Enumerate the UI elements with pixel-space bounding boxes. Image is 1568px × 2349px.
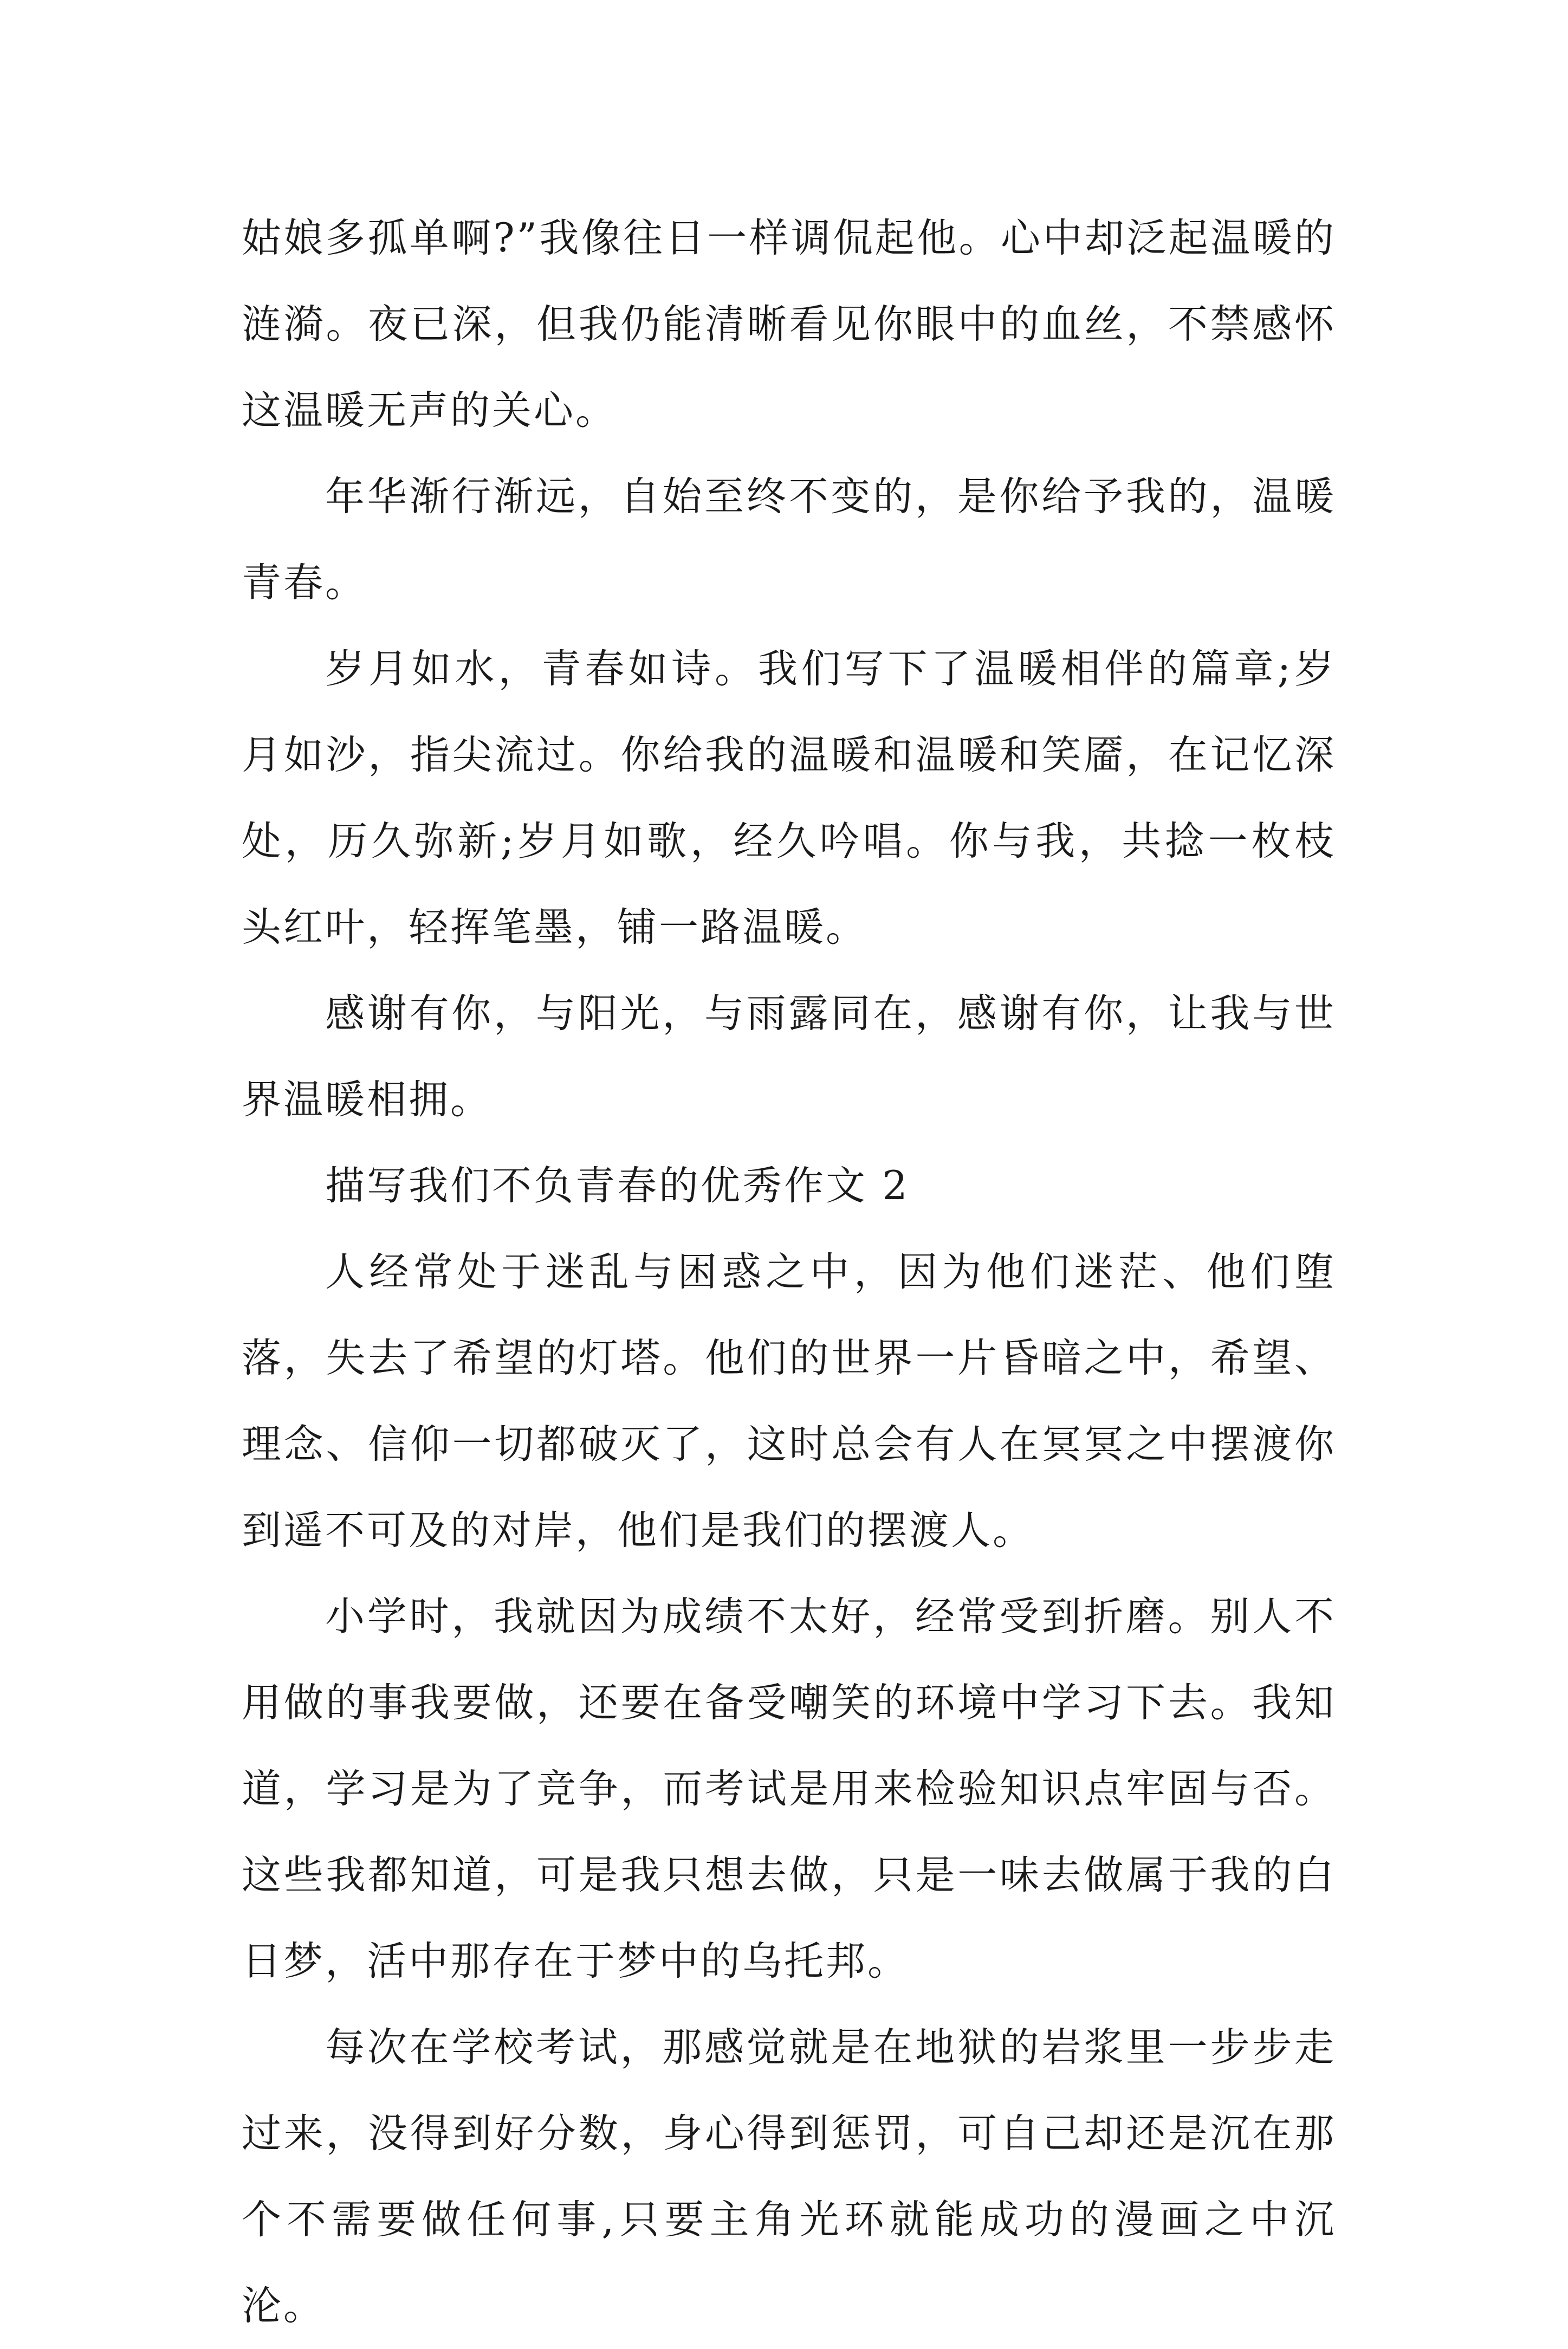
paragraph: 小学时，我就因为成绩不太好，经常受到折磨。别人不用做的事我要做，还要在备受嘲笑的环境中学习下去。我知道，学习是为了竞争，而考试是用来检验知识点牢固与否。这些我都知道，可是我只想去做，只是一味去做属于我的白日梦，活中那存在于梦中的乌托邦。 — [242, 1594, 1336, 1984]
paragraph: 岁月如水，青春如诗。我们写下了温暖相伴的篇章;岁月如沙，指尖流过。你给我的温暖和温暖和笑靥，在记忆深处，历久弥新;岁月如歌，经久吟唱。你与我，共捻一枚枝头红叶，轻挥笔墨，铺一路温暖。 — [242, 646, 1336, 950]
section-heading: 描写我们不负青春的优秀作文 2 — [325, 1163, 910, 1209]
paragraph: 每次在学校考试，那感觉就是在地狱的岩浆里一步步走过来，没得到好分数，身心得到惩罚，可自己却还是沉在那个不需要做任何事,只要主角光环就能成功的漫画之中沉沦。 — [242, 2024, 1336, 2329]
paragraph: 人经常处于迷乱与困惑之中，因为他们迷茫、他们堕落，失去了希望的灯塔。他们的世界一片昏暗之中，希望、理念、信仰一切都破灭了，这时总会有人在冥冥之中摆渡你到遥不可及的对岸，他们是我们的摆渡人。 — [242, 1249, 1336, 1554]
paragraph: 年华渐行渐远，自始至终不变的，是你给予我的，温暖青春。 — [242, 474, 1336, 606]
document-body — [242, 195, 1336, 2349]
paragraph: 感谢有你，与阳光，与雨露同在，感谢有你，让我与世界温暖相拥。 — [242, 991, 1336, 1123]
paragraph: 姑娘多孤单啊?”我像往日一样调侃起他。心中却泛起温暖的涟漪。夜已深，但我仍能清晰看见你眼中的血丝，不禁感怀这温暖无声的关心。 — [242, 215, 1336, 433]
